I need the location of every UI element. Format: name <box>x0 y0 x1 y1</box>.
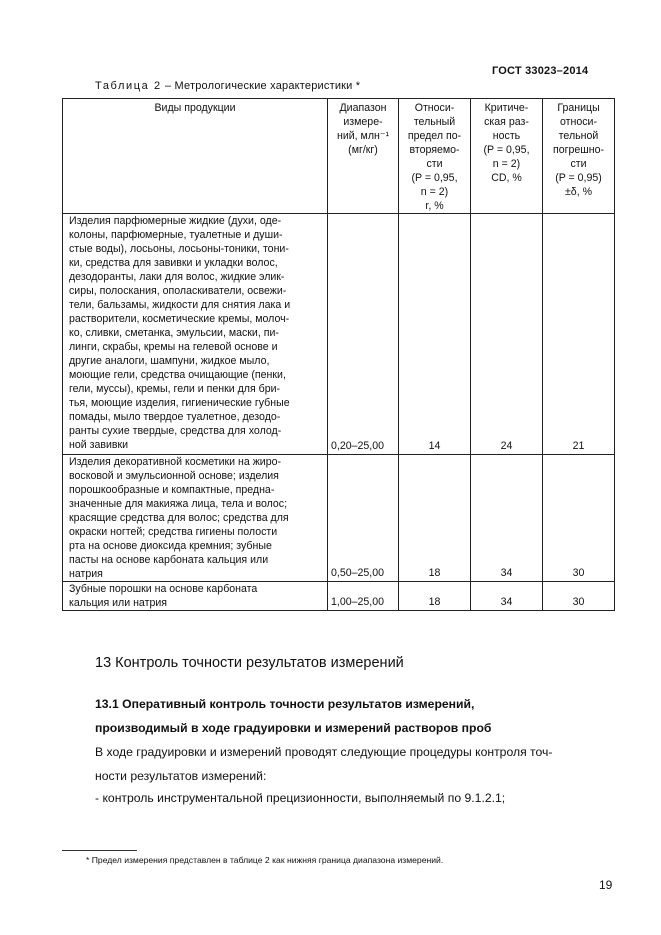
col-header-repeatability: Относи- тельный предел по- вторяемо- сти (P = 0,95, n = 2) r, % <box>399 99 471 214</box>
critical-difference-cell: 34 <box>471 582 543 611</box>
metrology-table <box>62 98 615 611</box>
standard-header: ГОСТ 33023–2014 <box>492 65 589 77</box>
col-header-range: Диапазон измере- ний, млн⁻¹ (мг/кг) <box>328 99 399 214</box>
col-header-critical-difference: Критиче- ская раз- ность (P = 0,95, n = 2) CD, % <box>471 99 543 214</box>
section-title: 13 Контроль точности результатов измерений <box>95 655 404 671</box>
critical-difference-cell: 34 <box>471 455 543 582</box>
bullet-item: - контроль инструментальной прецизионности, выполняемый по 9.1.2.1; <box>95 791 506 805</box>
product-text: Зубные порошки на основе карбоната кальция или натрия <box>69 583 258 609</box>
product-text: Изделия декоративной косметики на жиро- восковой и эмульсионной основе; изделия порошкообразные и компактные, предна- значенные для макияжа лица, тела и волос; красящие средства для волос; средства для окраски ногтей; средства гигиены полости рта на основе диоксида кремния; зубные пасты на основе карбоната кальция или натрия <box>69 456 289 580</box>
subsection-title: 13.1 Оперативный контроль точности результатов измерений, производимый в ходе градуировки и измерений растворов проб <box>95 697 492 735</box>
footnote: * Предел измерения представлен в таблице 2 как нижняя граница диапазона измерений. <box>86 855 444 865</box>
range-cell: 1,00–25,00 <box>328 582 399 611</box>
repeatability-cell: 18 <box>399 455 471 582</box>
repeatability-cell: 18 <box>399 582 471 611</box>
table-caption-prefix: Таблица 2 <box>95 80 162 92</box>
page-number: 19 <box>599 878 613 892</box>
range-cell: 0,50–25,00 <box>328 455 399 582</box>
error-bounds-cell: 30 <box>543 455 615 582</box>
error-bounds-cell: 30 <box>543 582 615 611</box>
footnote-divider <box>62 850 137 851</box>
product-cell <box>63 214 328 455</box>
range-cell: 0,20–25,00 <box>328 214 399 455</box>
critical-difference-cell: 24 <box>471 214 543 455</box>
col-header-error-bounds: Границы относи- тельной погрешно- сти (P = 0,95) ±δ, % <box>543 99 615 214</box>
table-caption-text: – Метрологические характеристики * <box>161 80 361 92</box>
table-caption <box>95 80 360 92</box>
product-cell <box>63 455 328 582</box>
col-header-product: Виды продукции <box>63 99 328 214</box>
error-bounds-cell: 21 <box>543 214 615 455</box>
table-row <box>63 214 615 455</box>
repeatability-cell: 14 <box>399 214 471 455</box>
table-header-row <box>63 99 615 214</box>
product-text: Изделия парфюмерные жидкие (духи, оде- колоны, парфюмерные, туалетные и души- стые воды), лосьоны, лосьоны-тоники, тони- ки, средства для завивки и укладки волос, дезодоранты, лаки для волос, жидкие элик- сиры, полоскания, ополаскиватели, освежи- тели, бальзамы, жидкости для снятия лака и растворители, косметические кремы, молоч- ко, сливки, сметанка, эмульсии, маски, пи- линги, скрабы, кремы на гелевой основе и другие аналоги, шампуни, жидкое мыло, моющие гели, средства очищающие (пенки, гели, муссы), кремы, гели и пенки для бри- тья, моющие изделия, гигиенические губные помады, мыло твердое туалетное, дезодо- ранты сухие твердые, средства для холод- ной завивки <box>69 215 291 451</box>
body-paragraph: В ходе градуировки и измерений проводят следующие процедуры контроля точ- ности результатов измерений: <box>95 745 553 783</box>
table-row <box>63 455 615 582</box>
table-row <box>63 582 615 611</box>
product-cell <box>63 582 328 611</box>
